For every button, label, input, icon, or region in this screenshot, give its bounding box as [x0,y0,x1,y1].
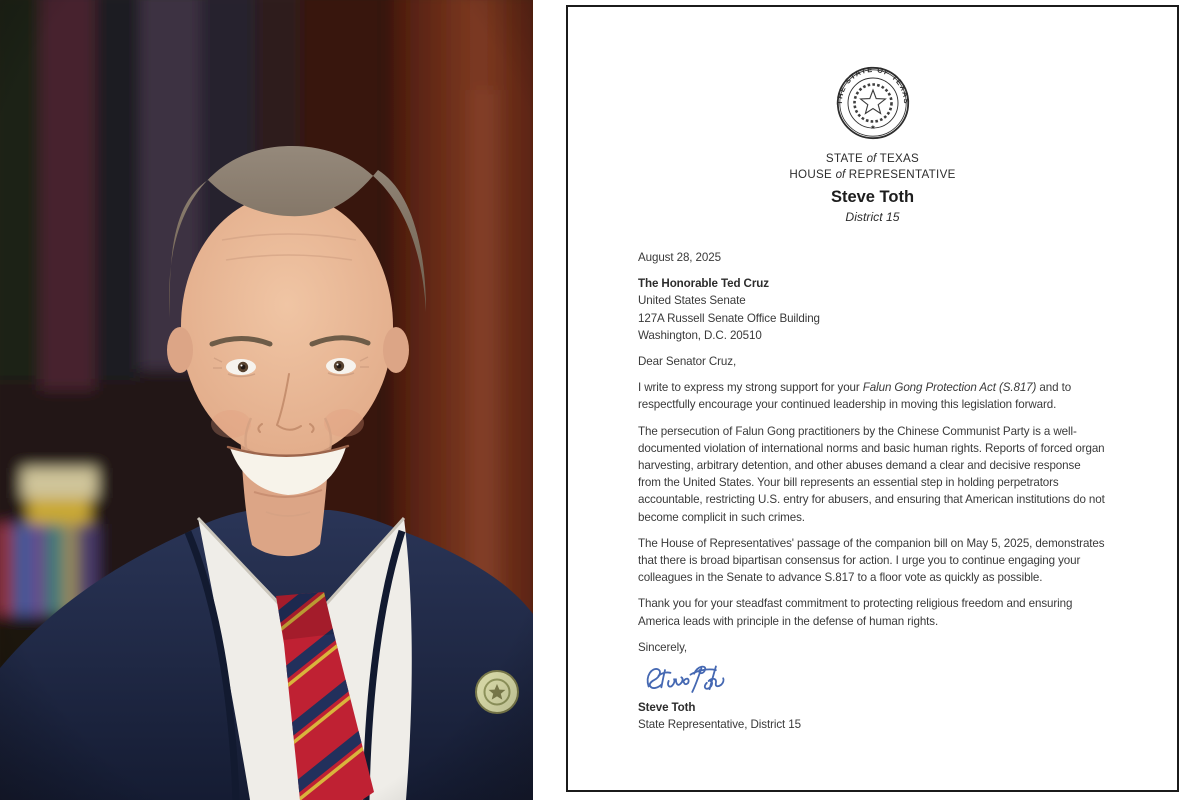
seal-bottom-star: ★ [869,125,876,131]
salutation: Dear Senator Cruz, [638,355,737,369]
recipient-name: The Honorable Ted Cruz [638,277,769,291]
portrait-photo-illustration [0,0,533,800]
recipient-address-block [638,275,1106,344]
paragraph-2: The persecution of Falun Gong practitioners by the Chinese Communist Party is a well-documented violation of international norms and basic human rights. Reports of forced organ harvesting, arbitrary detention, and other abuses demand a clear and decisive response from the United States. Your bill represents an essential step in holding perpetrators accountable, restricting U.S. entry for abusers, and ensuring that American institutions do not become complicit in such crimes. [638,424,1105,524]
of-word: of [866,152,877,165]
signature-title: State Representative, District 15 [638,718,801,732]
paragraph-4: Thank you for your steadfast commitment to protecting religious freedom and ensuring America leads with principle in the defense of human rights. [638,597,1073,628]
date: August 28, 2025 [638,251,721,264]
signature-handwriting [639,661,731,701]
letterhead-name: Steve Toth [830,188,915,206]
letterhead [568,65,1177,225]
letterhead-state-line [568,151,1177,167]
paragraph-1 [638,379,1106,413]
photo-vignette [0,0,533,800]
house-word: HOUSE [789,168,833,181]
letter-page [566,5,1179,792]
bill-name-italic: Falun Gong Protection Act (S.817) [862,381,1037,395]
recipient-address1: 127A Russell Senate Office Building [638,311,820,325]
of-word: of [835,168,846,181]
signature-printed-name: Steve Toth [638,701,696,715]
state-word: STATE [825,152,864,165]
texas-state-seal-icon [835,65,911,141]
paragraph-1-post: and to respectfully encourage your continued leadership in moving this legislation forward. [638,381,1072,412]
recipient-address2: Washington, D.C. 20510 [638,328,762,342]
paragraph-1-pre: I write to express my strong support for your [638,381,863,395]
texas-word: TEXAS [879,152,920,165]
letter-body [638,249,1106,733]
closing: Sincerely, [638,640,688,654]
paragraph-3: The House of Representatives' passage of the companion bill on May 5, 2025, demonstrates that there is broad bipartisan consensus for action. I urge you to continue engaging your colleagues in the Senate to advance S.817 to a floor vote as quickly as possible. [638,536,1105,585]
letterhead-house-line [568,167,1177,183]
seal-ring-text: THE STATE OF TEXAS [834,65,911,105]
representative-word: REPRESENTATIVE [848,168,956,181]
portrait-photo [0,0,533,800]
recipient-org: United States Senate [638,294,746,308]
letterhead-district: District 15 [845,210,900,224]
